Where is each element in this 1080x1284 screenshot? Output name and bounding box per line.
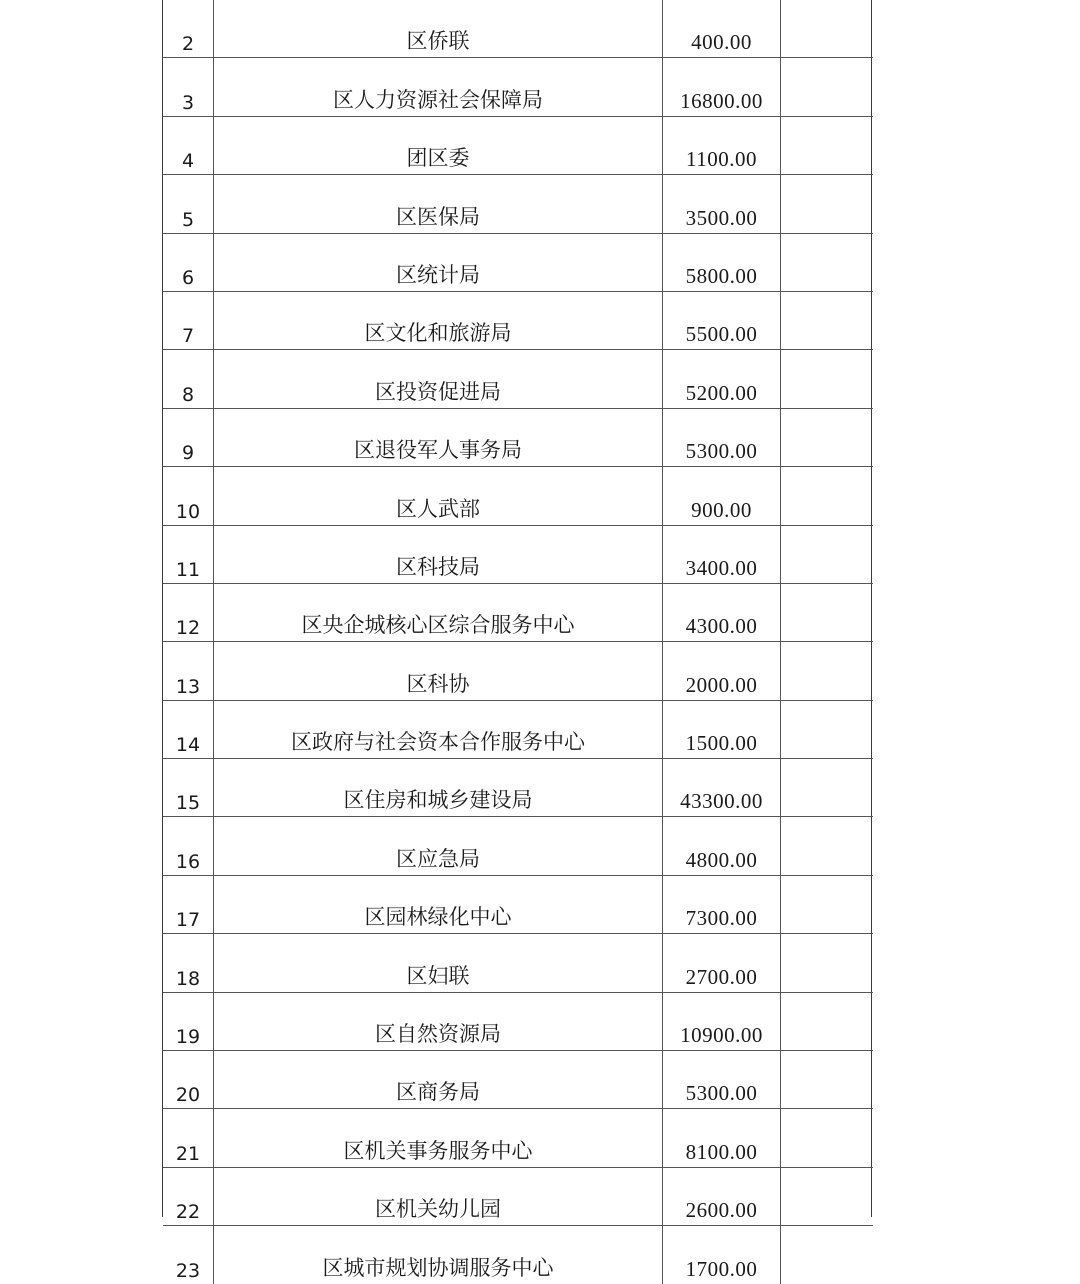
amount: 1500.00 <box>663 700 781 758</box>
note <box>781 116 874 174</box>
note <box>781 642 874 700</box>
row-number: 9 <box>163 408 214 466</box>
note <box>781 58 874 116</box>
table-row <box>163 350 873 408</box>
unit-name: 区人武部 <box>214 467 663 525</box>
table-row <box>163 116 873 174</box>
budget-table-container <box>162 0 872 1282</box>
row-number: 15 <box>163 759 214 817</box>
table-body <box>163 0 873 1284</box>
note <box>781 525 874 583</box>
amount: 2600.00 <box>663 1167 781 1225</box>
table-row <box>163 583 873 641</box>
amount: 43300.00 <box>663 759 781 817</box>
amount: 2700.00 <box>663 934 781 992</box>
unit-name: 区统计局 <box>214 233 663 291</box>
amount: 1700.00 <box>663 1226 781 1284</box>
amount: 5300.00 <box>663 1051 781 1109</box>
unit-name: 区城市规划协调服务中心 <box>214 1226 663 1284</box>
table-row <box>163 467 873 525</box>
amount: 5200.00 <box>663 350 781 408</box>
unit-name: 区投资促进局 <box>214 350 663 408</box>
amount: 3500.00 <box>663 175 781 233</box>
note <box>781 875 874 933</box>
table-row <box>163 1051 873 1109</box>
amount: 3400.00 <box>663 525 781 583</box>
row-number: 19 <box>163 992 214 1050</box>
unit-name: 区政府与社会资本合作服务中心 <box>214 700 663 758</box>
unit-name: 区文化和旅游局 <box>214 291 663 349</box>
row-number: 22 <box>163 1167 214 1225</box>
row-number: 23 <box>163 1226 214 1284</box>
note <box>781 583 874 641</box>
table-row <box>163 1109 873 1167</box>
amount: 5500.00 <box>663 291 781 349</box>
amount: 7300.00 <box>663 875 781 933</box>
amount: 1100.00 <box>663 116 781 174</box>
row-number: 11 <box>163 525 214 583</box>
unit-name: 区妇联 <box>214 934 663 992</box>
note <box>781 1226 874 1284</box>
note <box>781 1051 874 1109</box>
budget-table <box>163 0 873 1284</box>
unit-name: 区机关幼儿园 <box>214 1167 663 1225</box>
amount: 4300.00 <box>663 583 781 641</box>
unit-name: 团区委 <box>214 116 663 174</box>
row-number: 18 <box>163 934 214 992</box>
unit-name: 区央企城核心区综合服务中心 <box>214 583 663 641</box>
table-row <box>163 642 873 700</box>
table-row <box>163 291 873 349</box>
row-number: 20 <box>163 1051 214 1109</box>
amount: 5300.00 <box>663 408 781 466</box>
note <box>781 467 874 525</box>
row-number: 12 <box>163 583 214 641</box>
unit-name: 区退役军人事务局 <box>214 408 663 466</box>
unit-name: 区科协 <box>214 642 663 700</box>
amount: 10900.00 <box>663 992 781 1050</box>
note <box>781 350 874 408</box>
note <box>781 175 874 233</box>
unit-name: 区科技局 <box>214 525 663 583</box>
row-number: 21 <box>163 1109 214 1167</box>
note <box>781 233 874 291</box>
table-row <box>163 525 873 583</box>
table-row <box>163 1167 873 1225</box>
note <box>781 291 874 349</box>
row-number: 14 <box>163 700 214 758</box>
amount: 5800.00 <box>663 233 781 291</box>
note <box>781 0 874 58</box>
amount: 2000.00 <box>663 642 781 700</box>
row-number: 3 <box>163 58 214 116</box>
unit-name: 区自然资源局 <box>214 992 663 1050</box>
table-row <box>163 1226 873 1284</box>
note <box>781 1109 874 1167</box>
row-number: 2 <box>163 0 214 58</box>
table-row <box>163 700 873 758</box>
row-number: 17 <box>163 875 214 933</box>
row-number: 8 <box>163 350 214 408</box>
table-row <box>163 759 873 817</box>
unit-name: 区机关事务服务中心 <box>214 1109 663 1167</box>
amount: 900.00 <box>663 467 781 525</box>
row-number: 16 <box>163 817 214 875</box>
amount: 8100.00 <box>663 1109 781 1167</box>
note <box>781 700 874 758</box>
note <box>781 408 874 466</box>
note <box>781 1167 874 1225</box>
unit-name: 区侨联 <box>214 0 663 58</box>
unit-name: 区园林绿化中心 <box>214 875 663 933</box>
amount: 4800.00 <box>663 817 781 875</box>
table-row <box>163 817 873 875</box>
table-row <box>163 408 873 466</box>
table-row <box>163 175 873 233</box>
table-row <box>163 0 873 58</box>
row-number: 6 <box>163 233 214 291</box>
unit-name: 区商务局 <box>214 1051 663 1109</box>
amount: 16800.00 <box>663 58 781 116</box>
amount: 400.00 <box>663 0 781 58</box>
unit-name: 区人力资源社会保障局 <box>214 58 663 116</box>
unit-name: 区住房和城乡建设局 <box>214 759 663 817</box>
row-number: 13 <box>163 642 214 700</box>
table-row <box>163 992 873 1050</box>
row-number: 10 <box>163 467 214 525</box>
table-row <box>163 934 873 992</box>
row-number: 4 <box>163 116 214 174</box>
row-number: 7 <box>163 291 214 349</box>
note <box>781 817 874 875</box>
note <box>781 992 874 1050</box>
note <box>781 759 874 817</box>
unit-name: 区医保局 <box>214 175 663 233</box>
unit-name: 区应急局 <box>214 817 663 875</box>
note <box>781 934 874 992</box>
row-number: 5 <box>163 175 214 233</box>
table-row <box>163 875 873 933</box>
table-row <box>163 58 873 116</box>
table-row <box>163 233 873 291</box>
